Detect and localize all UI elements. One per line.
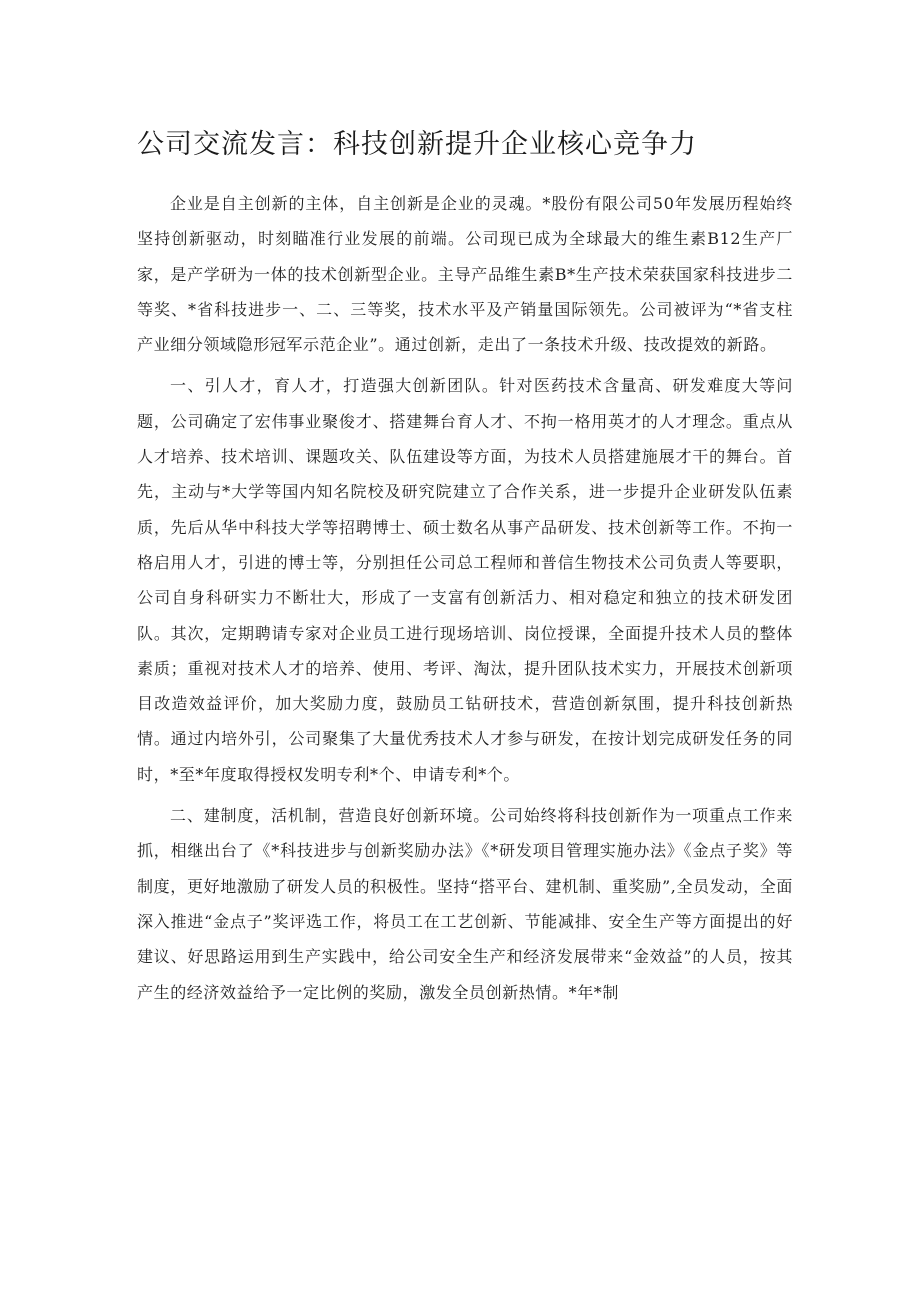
paragraph-talent: 一、引人才，育人才，打造强大创新团队。针对医药技术含量高、研发难度大等问题，公司确定了宏伟事业聚俊才、搭建舞台育人才、不拘一格用英才的人才理念。重点从人才培养、技术培训、课题攻关、队伍建设等方面，为技术人员搭建施展才干的舞台。首先，主动与*大学等国内知名院校及研究院建立了合作关系，进一步提升企业研发队伍素质，先后从华中科技大学等招聘博士、硕士数名从事产品研发、技术创新等工作。不拘一格启用人才，引进的博士等，分别担任公司总工程师和普信生物技术公司负责人等要职，公司自身科研实力不断壮大，形成了一支富有创新活力、相对稳定和独立的技术研发团队。其次，定期聘请专家对企业员工进行现场培训、岗位授课，全面提升技术人员的整体素质；重视对技术人才的培养、使用、考评、淘汰，提升团队技术实力，开展技术创新项目改造效益评价，加大奖励力度，鼓励员工钻研技术，营造创新氛围，提升科技创新热情。通过内培外引，公司聚集了大量优秀技术人才参与研发，在按计划完成研发任务的同时，*至*年度取得授权发明专利*个、申请专利*个。	[137, 376, 793, 784]
document-title: 公司交流发言：科技创新提升企业核心竞争力	[137, 129, 697, 160]
paragraph-intro: 企业是自主创新的主体，自主创新是企业的灵魂。*股份有限公司50年发展历程始终坚持创新驱动，时刻瞄准行业发展的前端。公司现已成为全球最大的维生素B12生产厂家，是产学研为一体的技术创新型企业。主导产品维生素B*生产技术荣获国家科技进步二等奖、*省科技进步一、二、三等奖，技术水平及产销量国际领先。公司被评为“*省支柱产业细分领域隐形冠军示范企业”。通过创新，走出了一条技术升级、技改提效的新路。	[137, 194, 793, 355]
document-body	[137, 186, 793, 1016]
paragraph-system: 二、建制度，活机制，营造良好创新环境。公司始终将科技创新作为一项重点工作来抓，相继出台了《*科技进步与创新奖励办法》《*研发项目管理实施办法》《金点子奖》等制度，更好地激励了研发人员的积极性。坚持“搭平台、建机制、重奖励”,全员发动，全面深入推进“金点子”奖评选工作，将员工在工艺创新、节能减排、安全生产等方面提出的好建议、好思路运用到生产实践中，给公司安全生产和经济发展带来“金效益”的人员，按其产生的经济效益给予一定比例的奖励，激发全员创新热情。*年*制	[137, 806, 793, 1002]
